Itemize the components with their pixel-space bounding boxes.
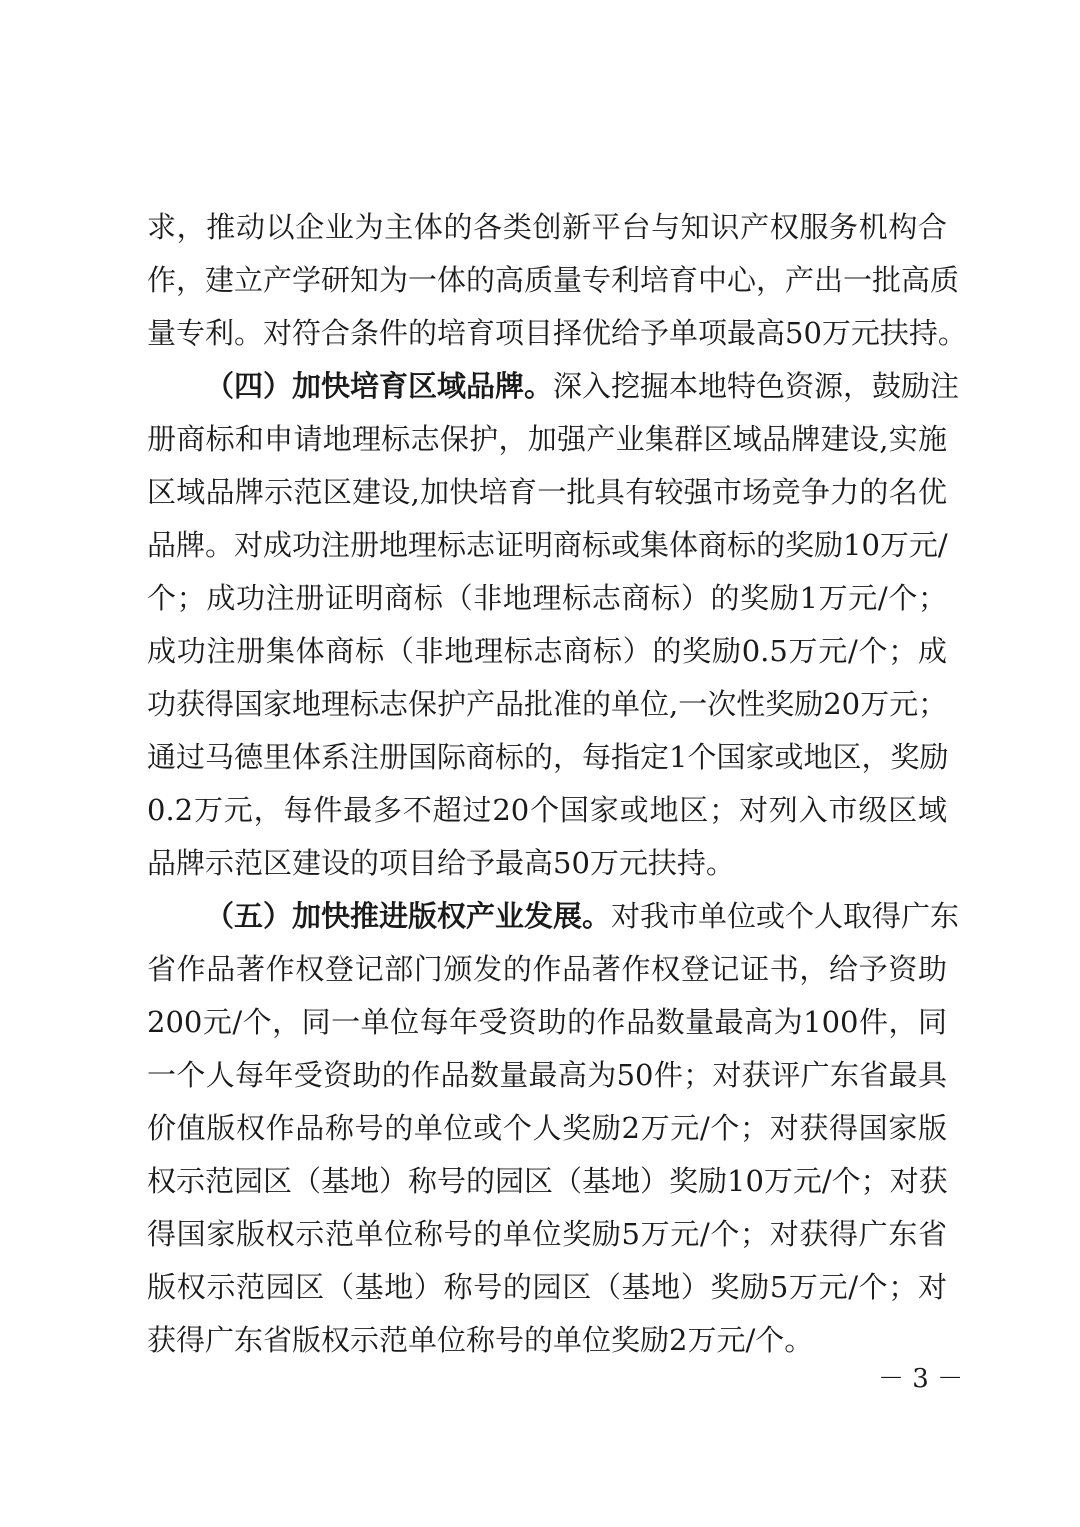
paragraph-3-line-1-text: 对我市单位或个人取得广东 [611,899,960,933]
section-4-heading: （四）加快培育区域品牌。 [205,369,554,403]
paragraph-3-line-4: 一个人每年受资助的作品数量最高为50件；对获评广东省最具 [147,1058,947,1092]
paragraph-1-line-2: 作，建立产学研知为一体的高质量专利培育中心，产出一批高质 [147,263,960,297]
paragraph-3-line-7: 得国家版权示范单位称号的单位奖励5万元/个；对获得广东省 [147,1217,947,1251]
section-5-heading: （五）加快推进版权产业发展。 [205,899,612,933]
paragraph-2-line-8: 通过马德里体系注册国际商标的，每指定1个国家或地区，奖励 [147,740,949,774]
paragraph-3-line-5: 价值版权作品称号的单位或个人奖励2万元/个；对获得国家版 [147,1111,947,1145]
paragraph-2-line-2: 册商标和申请地理标志保护，加强产业集群区域品牌建设,实施 [147,422,947,456]
paragraph-3-line-8: 版权示范园区（基地）称号的园区（基地）奖励5万元/个；对 [147,1270,947,1304]
paragraph-2-line-1-text: 深入挖掘本地特色资源，鼓励注 [553,369,960,403]
paragraph-2-line-3: 区域品牌示范区建设,加快培育一批具有较强市场竞争力的名优 [147,475,947,509]
paragraph-3-line-1 [205,896,960,936]
page-number: － 3 － [878,1364,964,1394]
paragraph-2-line-7: 功获得国家地理标志保护产品批准的单位,一次性奖励20万元； [147,687,948,721]
paragraph-2-line-4: 品牌。对成功注册地理标志证明商标或集体商标的奖励10万元/ [147,528,948,562]
paragraph-2-line-1 [205,366,960,406]
paragraph-2-line-6: 成功注册集体商标（非地理标志商标）的奖励0.5万元/个；成 [147,634,947,668]
paragraph-2-line-9: 0.2万元，每件最多不超过20个国家或地区；对列入市级区域 [147,793,947,827]
paragraph-3-line-9: 获得广东省版权示范单位称号的单位奖励2万元/个。 [147,1323,814,1357]
paragraph-2-line-10: 品牌示范区建设的项目给予最高50万元扶持。 [147,846,735,880]
paragraph-3-line-6: 权示范园区（基地）称号的园区（基地）奖励10万元/个；对获 [147,1164,948,1198]
paragraph-3-line-2: 省作品著作权登记部门颁发的作品著作权登记证书，给予资助 [147,952,947,986]
paragraph-3-line-3: 200元/个，同一单位每年受资助的作品数量最高为100件，同 [147,1005,947,1039]
paragraph-1-line-3: 量专利。对符合条件的培育项目择优给予单项最高50万元扶持。 [147,316,967,350]
paragraph-2-line-5: 个；成功注册证明商标（非地理标志商标）的奖励1万元/个； [147,581,947,615]
paragraph-1-line-1: 求，推动以企业为主体的各类创新平台与知识产权服务机构合 [147,210,947,244]
